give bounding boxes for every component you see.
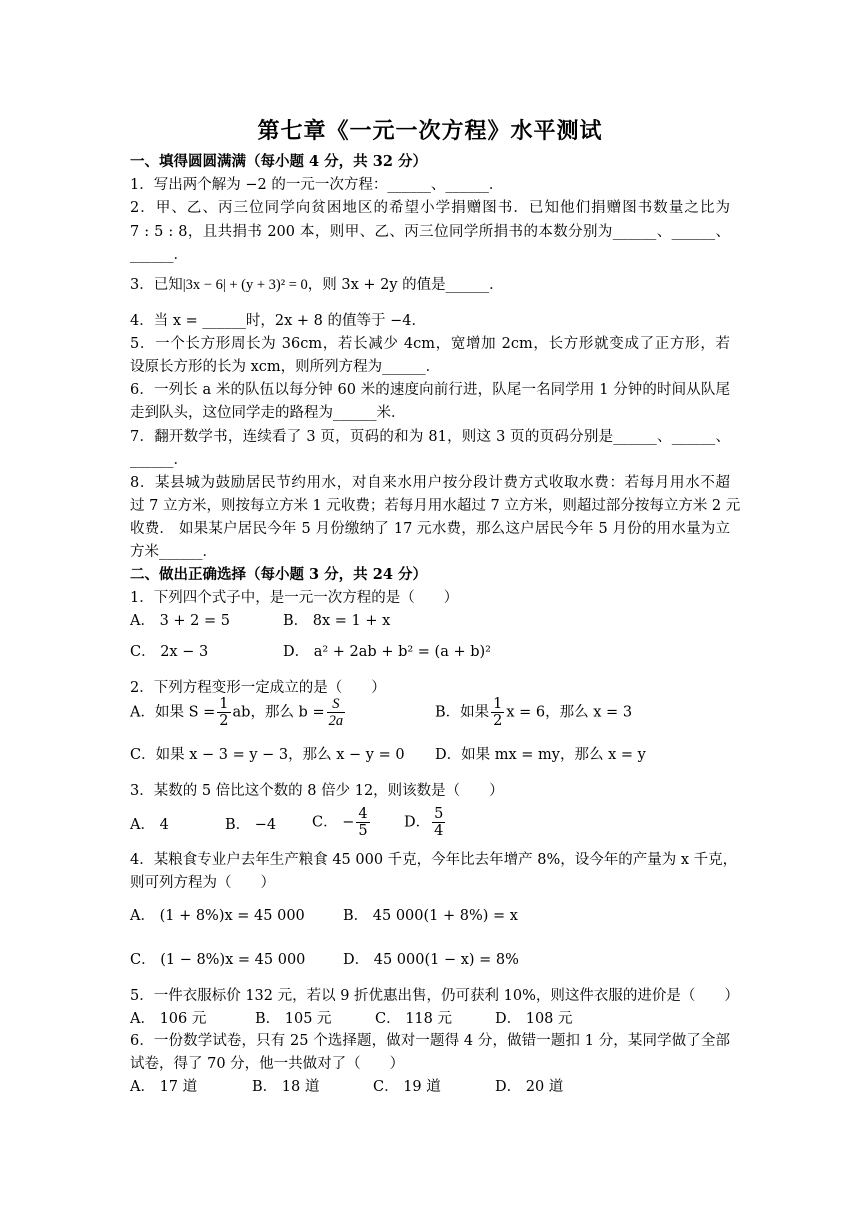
s1-question-8-line3: 收费． 如果某户居民今年 5 月份缴纳了 17 元水费，那么这户居民今年 5 月份的用水量为立 [130,521,730,537]
page-title: 第七章《一元一次方程》水平测试 [257,118,603,144]
s1-question-8-line4: 方米______． [130,544,217,560]
s1-question-2-line3: ______． [130,247,188,263]
s2-question-3: 3．某数的 5 倍比这个数的 8 倍少 12，则该数是（ ） [130,783,504,799]
s2-q3-options [130,804,730,844]
s2-q3-option-b: B． −4 [225,817,277,833]
s2-q2-a-fraction-1 [217,696,230,729]
s2-q2-b-suffix: x = 6，那么 x = 3 [506,704,633,721]
fraction-numerator: 4 [358,806,368,822]
fraction-denominator: 4 [434,823,444,839]
s1-question-5-line1: 5．一个长方形周长为 36cm，若长减少 4cm，宽增加 2cm，长方形就变成了正方形，若 [130,336,730,352]
s1-question-8-line2: 过 7 立方米，则按每立方米 1 元收费；若每月用水超过 7 立方米，则超过部分按每立方米 2 元 [130,498,741,514]
fraction-denominator: 2 [493,713,503,729]
s2-q3-option-d [404,806,447,839]
s2-q1-option-b: B． 8x = 1 + x [283,613,391,629]
fraction-denominator: 5 [358,823,368,839]
fraction-denominator: 2a [328,713,344,729]
s2-q3-c-fraction [356,806,369,839]
s2-q4-option-c: C． (1 − 8%)x = 45 000 [130,952,306,968]
s2-question-1: 1．下列四个式子中，是一元一次方程的是（ ） [130,590,459,606]
s1-question-6-line2: 走到队头，这位同学走的路程为______米． [130,405,406,421]
fraction-numerator: 5 [434,806,444,822]
s2-q5-option-d: D． 108 元 [495,1011,573,1027]
s2-question-6-line2: 试卷，得了 70 分，他一共做对了（ ） [130,1056,405,1072]
s2-q1-option-d: D． a² + 2ab + b² = (a + b)² [283,644,491,660]
s2-q2-a-fraction-2 [327,696,346,729]
s2-q6-option-c: C． 19 道 [373,1079,441,1095]
s1-question-5-line2: 设原长方形的长为 xcm，则所列方程为______． [130,359,441,375]
s2-q5-option-b: B． 105 元 [255,1011,332,1027]
s2-question-2: 2．下列方程变形一定成立的是（ ） [130,680,386,696]
s2-q6-option-a: A． 17 道 [130,1079,198,1095]
s2-q2-option-d: D．如果 mx = my，那么 x = y [435,747,646,763]
s2-q3-c-prefix: C． − [312,814,355,831]
s2-q5-option-a: A． 106 元 [130,1011,207,1027]
section2-heading: 二、做出正确选择（每小题 3 分，共 24 分） [130,566,427,583]
s1-question-7-line2: ______． [130,452,188,468]
s2-q2-option-b [435,696,632,729]
fraction-numerator: 1 [493,696,503,712]
s2-q5-option-c: C． 118 元 [375,1011,452,1027]
s2-q6-option-b: B． 18 道 [252,1079,320,1095]
s2-q4-option-d: D． 45 000(1 − x) = 8% [343,952,519,968]
s2-q6-option-d: D． 20 道 [495,1079,564,1095]
s2-q2-a-middle: ab，那么 b = [232,704,325,721]
fraction-denominator: 2 [219,713,229,729]
s1-question-6-line1: 6．一列长 a 米的队伍以每分钟 60 米的速度向前行进，队尾一名同学用 1 分钟的时间从队尾 [130,382,730,398]
s2-q2-b-fraction [491,696,504,729]
s2-q2-options-ab [130,696,730,732]
s2-q2-a-prefix: A．如果 S = [130,704,216,721]
s2-q2-option-a [130,696,347,729]
s1-question-2-line1: 2．甲、乙、丙三位同学向贫困地区的希望小学捐赠图书．已知他们捐赠图书数量之比为 [130,200,730,216]
fraction-numerator: S [327,696,346,713]
s2-q2-option-c: C．如果 x − 3 = y − 3，那么 x − y = 0 [130,747,405,763]
s2-q3-d-prefix: D． [404,814,431,831]
s2-q3-option-a: A． 4 [130,817,169,833]
s2-q1-option-a: A． 3 + 2 = 5 [130,613,230,629]
s2-question-4-line2: 则可列方程为（ ） [130,875,275,891]
s2-q1-option-c: C． 2x − 3 [130,644,209,660]
s2-q4-option-b: B． 45 000(1 + 8%) = x [343,908,518,924]
s1-q3-suffix: ，则 3x + 2y 的值是______． [307,277,504,293]
s2-q2-b-prefix: B．如果 [435,704,490,721]
s1-question-1: 1．写出两个解为 −2 的一元一次方程：______、______． [130,177,504,193]
s1-question-2-line2: 7 : 5 : 8，且共捐书 200 本，则甲、乙、丙三位同学所捐书的本数分别为______、______、 [130,224,730,240]
s2-question-5: 5．一件衣服标价 132 元，若以 9 折优惠出售，仍可获利 10%，则这件衣服的进价是（ ） [130,988,739,1004]
s2-question-4-line1: 4．某粮食专业户去年生产粮食 45 000 千克，今年比去年增产 8%，设今年的产量为 x 千克， [130,852,738,868]
s1-question-3 [130,275,730,295]
s2-q4-option-a: A． (1 + 8%)x = 45 000 [130,908,305,924]
s1-q3-prefix: 3．已知 [130,277,183,293]
s1-question-8-line1: 8．某县城为鼓励居民节约用水，对自来水用户按分段计费方式收取水费：若每月用水不超 [130,475,730,491]
s2-q3-option-c [312,806,372,839]
s1-question-7-line1: 7．翻开数学书，连续看了 3 页，页码的和为 81，则这 3 页的页码分别是______、______、 [130,429,730,445]
s1-q3-expression: |3x − 6| + (y + 3)² = 0 [182,277,308,293]
fraction-numerator: 1 [219,696,229,712]
s1-question-4: 4．当 x = ______时，2x + 8 的值等于 −4． [130,313,426,329]
s2-q3-d-fraction [432,806,445,839]
s2-question-6-line1: 6．一份数学试卷，只有 25 个选择题，做对一题得 4 分，做错一题扣 1 分，某同学做了全部 [130,1033,730,1049]
section1-heading: 一、填得圆圆满满（每小题 4 分，共 32 分） [130,153,427,170]
